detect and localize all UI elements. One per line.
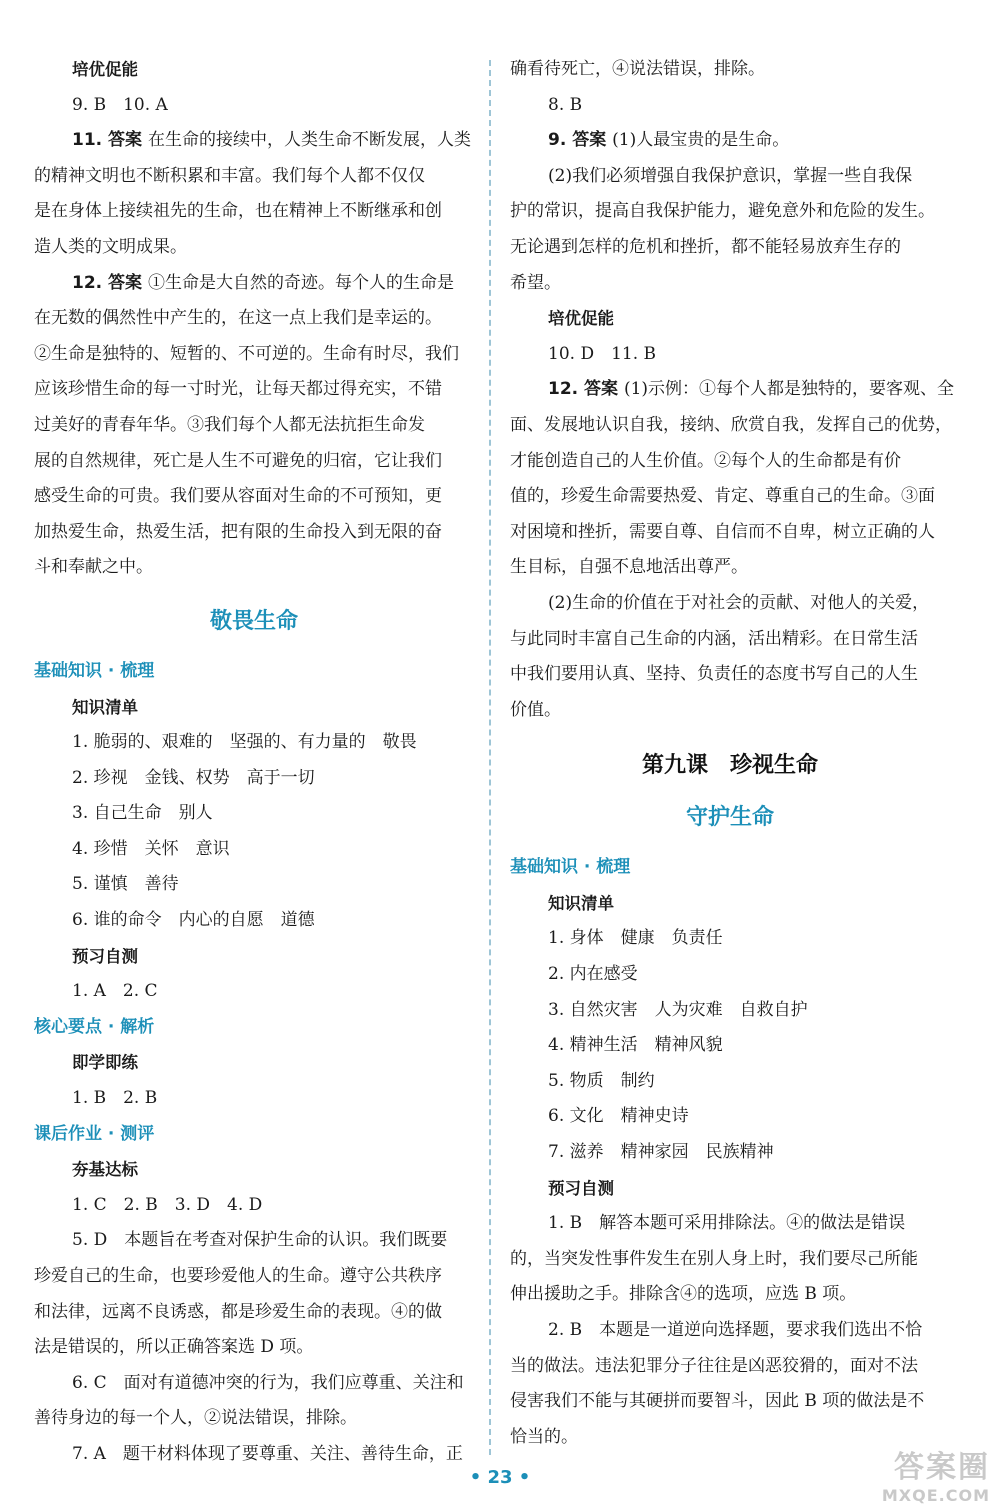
lesson-title: 第九课 珍视生命	[641, 753, 818, 779]
answer-text: 题干材料体现了要尊重、关注、善待生命，正	[122, 1443, 463, 1464]
list-item: 5. 物质 制约	[548, 1070, 655, 1091]
answer-line	[34, 1366, 474, 1402]
watermark-url: MXQE.COM	[881, 1486, 990, 1505]
answer-text: 解答本题可采用排除法。④的做法是错误	[599, 1213, 906, 1234]
text-line: 和法律，远离不良诱惑，都是珍爱生命的表现。④的做	[34, 1301, 442, 1322]
text-line: 护的常识，提高自我保护能力，避免意外和危险的发生。	[510, 201, 935, 222]
answer-text: (1)人最宝贵的是生命。	[612, 130, 790, 151]
text-line: 面、发展地认识自我，接纳、欣赏自我，发挥自己的优势，	[510, 414, 952, 435]
list-item: 5. 谨慎 善待	[72, 874, 179, 895]
list-item: 6. 文化 精神史诗	[548, 1106, 689, 1127]
list-item: 2. 内在感受	[548, 964, 638, 985]
text-line: 珍爱自己的生命，也要珍爱他人的生命。遵守公共秩序	[34, 1266, 442, 1286]
watermark	[882, 1442, 990, 1505]
text-line: 当的做法。违法犯罪分子往往是凶恶狡猾的，面对不法	[510, 1355, 918, 1376]
answer-line	[34, 1223, 474, 1259]
section-title: 敬畏生命	[209, 608, 298, 634]
answer-line: 9. B 10. A	[72, 94, 168, 115]
section-subheading: 预习自测	[548, 1178, 614, 1198]
column-divider	[489, 60, 491, 1455]
answer-line: 10. D 11. B	[548, 343, 657, 364]
page-number: • 23 •	[469, 1467, 531, 1488]
answer-line	[510, 123, 950, 159]
text-line: 展的自然规律，死亡是人生不可避免的归宿，它让我们	[34, 450, 442, 471]
category-heading: 基础知识 · 梳理	[510, 857, 631, 878]
answer-label: 7. A	[72, 1443, 123, 1464]
text-line: 才能创造自己的人生价值。②每个人的生命都是有价	[510, 450, 901, 471]
list-item: 3. 自然灾害 人为灾难 自救自护	[548, 999, 808, 1020]
text-line: 无论遇到怎样的危机和挫折，都不能轻易放弃生存的	[510, 236, 901, 257]
section-subheading: 培优促能	[548, 309, 614, 329]
section-subheading: 夯基达标	[72, 1160, 138, 1180]
section-subheading: 培优促能	[72, 60, 138, 79]
text-line: ②生命是独特的、短暂的、不可逆的。生命有时尽，我们	[34, 343, 459, 364]
section-subheading: 知识清单	[72, 697, 138, 717]
text-line: 价值。	[510, 699, 561, 720]
list-item: 3. 自己生命 别人	[72, 803, 213, 824]
answer-text: 本题旨在考查对保护生命的认识。我们既要	[124, 1230, 448, 1251]
text-line: 对困境和挫折，需要自尊、自信而不自卑，树立正确的人	[510, 521, 935, 542]
answer-text: (1)示例：①每个人都是独特的，要客观、全	[623, 379, 955, 400]
text-line: (2)生命的价值在于对社会的贡献、对他人的关爱，	[548, 592, 930, 613]
section-subheading: 预习自测	[72, 946, 138, 966]
answer-label: 9. 答案	[548, 130, 613, 151]
text-line: 造人类的文明成果。	[34, 236, 187, 257]
list-item: 1. A 2. C	[72, 981, 158, 1002]
text-line: 伸出援助之手。排除含④的选项，应选 B 项。	[510, 1284, 857, 1305]
section-subheading: 知识清单	[548, 893, 614, 913]
text-line: 的，当突发性事件发生在别人身上时，我们要尽己所能	[510, 1248, 918, 1269]
category-heading: 课后作业 · 测评	[34, 1123, 155, 1144]
answer-label: 6. C	[72, 1372, 124, 1393]
text-line: 生目标，自强不息地活出尊严。	[510, 557, 748, 578]
text-line: 确看待死亡，④说法错误，排除。	[510, 59, 765, 79]
answer-text: ①生命是大自然的奇迹。每个人的生命是	[147, 272, 454, 293]
text-line: 感受生命的可贵。我们要从容面对生命的不可预知，更	[34, 486, 442, 507]
text-line: 恰当的。	[510, 1426, 578, 1447]
answer-label: 12. 答案	[548, 379, 624, 400]
text-line: 善待身边的每一个人，②说法错误，排除。	[34, 1408, 357, 1429]
left-column	[34, 52, 474, 1473]
text-line: 与此同时丰富自己生命的内涵，活出精彩。在日常生活	[510, 628, 918, 649]
right-column	[510, 52, 955, 1455]
text-line: 在无数的偶然性中产生的，在这一点上我们是幸运的。	[34, 308, 442, 329]
answer-text: 面对有道德冲突的行为，我们应尊重、关注和	[123, 1372, 464, 1393]
answer-line: 8. B	[548, 94, 583, 115]
text-line: 希望。	[510, 272, 561, 293]
text-line: 应该珍惜生命的每一寸时光，让每天都过得充实，不错	[34, 379, 442, 400]
answer-line	[510, 1313, 950, 1349]
answer-line	[510, 1206, 950, 1242]
text-line: (2)我们必须增强自我保护意识，掌握一些自我保	[548, 165, 913, 186]
text-line: 加热爱生命，热爱生活，把有限的生命投入到无限的奋	[34, 521, 442, 542]
answer-line	[34, 123, 474, 159]
text-line: 法是错误的，所以正确答案选 D 项。	[34, 1337, 314, 1358]
answer-label: 12. 答案	[72, 272, 148, 293]
answer-text: 本题是一道逆向选择题，要求我们选出不恰	[599, 1320, 923, 1340]
category-heading: 核心要点 · 解析	[34, 1016, 155, 1037]
watermark-title: 答案圈	[894, 1450, 990, 1485]
list-item: 1. C 2. B 3. D 4. D	[72, 1194, 263, 1215]
section-subheading: 即学即练	[72, 1053, 138, 1073]
list-item: 4. 精神生活 精神风貌	[548, 1035, 723, 1056]
list-item: 1. 脆弱的、艰难的 坚强的、有力量的 敬畏	[72, 732, 417, 753]
text-line: 的精神文明也不断积累和丰富。我们每个人都不仅仅	[34, 165, 425, 186]
answer-text: 在生命的接续中，人类生命不断发展，人类	[147, 130, 471, 151]
text-line: 过美好的青春年华。③我们每个人都无法抗拒生命发	[34, 414, 425, 435]
answer-line	[34, 266, 474, 302]
answer-label: 5. D	[72, 1230, 125, 1251]
category-heading: 基础知识 · 梳理	[34, 660, 155, 681]
list-item: 1. 身体 健康 负责任	[548, 928, 723, 949]
text-line: 值的，珍爱生命需要热爱、肯定、尊重自己的生命。③面	[510, 486, 935, 507]
list-item: 2. 珍视 金钱、权势 高于一切	[72, 767, 315, 788]
text-line: 是在身体上接续祖先的生命，也在精神上不断继承和创	[34, 201, 442, 222]
text-line: 侵害我们不能与其硬拼而要智斗，因此 B 项的做法是不	[510, 1391, 925, 1412]
text-line: 中我们要用认真、坚持、负责任的态度书写自己的人生	[510, 664, 918, 685]
list-item: 1. B 2. B	[72, 1088, 158, 1109]
answer-label: 2. B	[548, 1320, 600, 1340]
answer-label: 11. 答案	[72, 130, 148, 151]
text-line: 斗和奉献之中。	[34, 557, 153, 578]
answer-line	[510, 372, 955, 408]
list-item: 6. 谁的命令 内心的自愿 道德	[72, 910, 315, 931]
section-title: 守护生命	[685, 805, 774, 831]
list-item: 4. 珍惜 关怀 意识	[72, 838, 230, 859]
answer-label: 1. B	[548, 1213, 600, 1234]
list-item: 7. 滋养 精神家园 民族精神	[548, 1142, 774, 1163]
